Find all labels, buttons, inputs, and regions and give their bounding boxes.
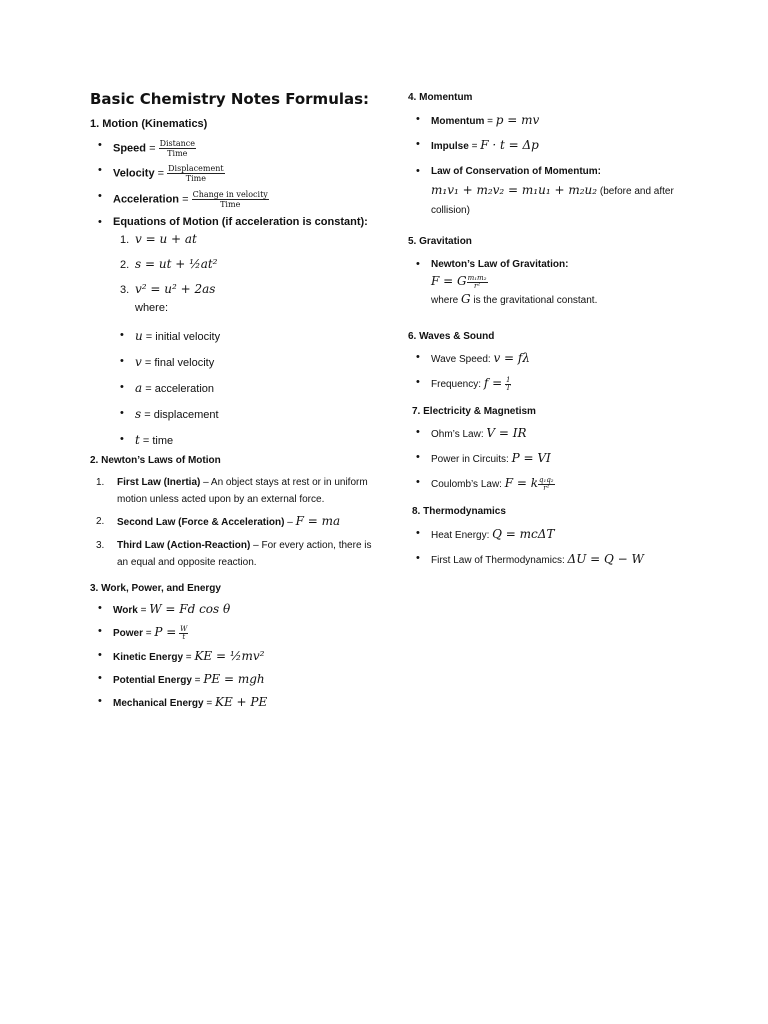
speed-fraction (159, 139, 196, 158)
power-label: Power (113, 628, 144, 639)
conservation-item (408, 162, 708, 220)
equation-2: 2. s = ut + ½at² (120, 257, 218, 271)
first-law-item (408, 552, 708, 577)
newton-law-1-name: First Law (Inertia) (117, 477, 201, 488)
acceleration-numerator: Change in velocity (192, 190, 268, 199)
equation-2-formula: s = ut + ½at² (135, 257, 218, 271)
newton-law-3-body (117, 537, 380, 571)
section-heading-electricity: 7. Electricity & Magnetism (412, 406, 536, 417)
velocity-label: Velocity (113, 167, 155, 180)
frequency-label: Frequency: (431, 379, 482, 390)
speed-numerator: Distance (159, 139, 195, 148)
ohm-item (408, 426, 708, 451)
def-a (112, 381, 380, 407)
newton-law-2-formula: F = ma (295, 514, 341, 528)
section-heading-work-energy: 3. Work, Power, and Energy (90, 583, 221, 594)
ohm-label: Ohm’s Law: (431, 429, 484, 440)
frequency-numerator: 1 (506, 375, 511, 384)
frequency-denominator: T (505, 383, 511, 392)
newton-law-2-name: Second Law (Force & Acceleration) (117, 517, 285, 528)
acceleration-fraction (192, 190, 269, 209)
momentum-item: • Momentum = p = mv (408, 113, 708, 138)
section-heading-thermo: 8. Thermodynamics (412, 506, 506, 517)
section-heading-waves: 6. Waves & Sound (408, 331, 495, 342)
work-label: Work (113, 605, 138, 616)
section-heading-newton: 2. Newton’s Laws of Motion (90, 455, 221, 466)
def-s-text: = displacement (144, 409, 219, 421)
potential-label: Potential Energy (113, 675, 192, 686)
equations-list (90, 232, 380, 302)
acceleration-denominator: Time (220, 200, 241, 209)
newton-law-3-name: Third Law (Action-Reaction) (117, 540, 251, 551)
newton-law-2-number: 2. (96, 516, 105, 527)
potential-formula: PE = mgh (203, 672, 265, 686)
newton-law-1-body (117, 474, 380, 508)
newton-law-3 (90, 537, 380, 571)
impulse-formula: F · t = Δp (480, 138, 539, 152)
gravitation-fraction (467, 275, 488, 290)
newton-law-1 (90, 474, 380, 508)
acceleration-label: Acceleration (113, 193, 180, 206)
ohm-formula: V = IR (486, 426, 527, 440)
def-a-symbol: a (135, 381, 143, 395)
def-t-text: = time (142, 435, 174, 447)
def-u-text: = initial velocity (145, 331, 221, 343)
def-s (112, 407, 380, 433)
def-s-symbol: s (135, 407, 142, 421)
motion-list (90, 139, 380, 228)
def-v-symbol: v (135, 355, 142, 369)
def-v (112, 355, 380, 381)
section-heading-momentum: 4. Momentum (408, 92, 473, 103)
newton-laws-list (90, 474, 380, 571)
power-item: • Power = P = $\frac{W}{t}$ (90, 625, 380, 649)
frequency-lhs: f = (483, 376, 503, 390)
coulomb-denominator: r² (543, 483, 550, 492)
def-v-text: = final velocity (144, 357, 215, 369)
newton-law-2-body (117, 513, 340, 531)
coulomb-fraction (538, 477, 555, 492)
speed-label: Speed (113, 142, 147, 155)
gravitation-list (408, 256, 708, 309)
circuit-power-item (408, 451, 708, 476)
kinetic-label: Kinetic Energy (113, 652, 184, 663)
impulse-item: • Impulse = F · t = Δp (408, 138, 708, 162)
circuit-power-label: Power in Circuits: (431, 454, 509, 465)
frequency-item (408, 376, 708, 402)
electricity-list (408, 426, 708, 502)
conservation-label: Law of Conservation of Momentum: (431, 166, 601, 177)
velocity-item: • Velocity = $\frac{\text{Displacement}}{\text{Time}}$ (90, 164, 380, 190)
velocity-numerator: Displacement (168, 164, 224, 173)
equations-item (90, 216, 380, 228)
equation-1-formula: v = u + at (135, 232, 197, 246)
work-item: • Work = W = Fd cos θ (90, 602, 380, 625)
equation-3: 3. v² = u² + 2as (120, 282, 216, 296)
mechanical-formula: KE + PE (215, 695, 268, 709)
gravitation-where-pre: where (431, 295, 462, 306)
def-t-symbol: t (135, 433, 140, 447)
wave-speed-label: Wave Speed: (431, 354, 491, 365)
momentum-label: Momentum (431, 116, 485, 127)
where-label: where: (135, 302, 169, 314)
def-a-text: = acceleration (145, 383, 215, 395)
work-energy-list (90, 602, 380, 718)
wave-speed-item (408, 351, 708, 376)
speed-item: • Speed = $\frac{\text{Distance}}{\text{Time}}$ (90, 139, 380, 164)
wave-speed-formula: v = fλ (493, 351, 530, 365)
section-heading-motion: 1. Motion (Kinematics) (90, 118, 208, 130)
conservation-formula: m₁v₁ + m₂v₂ = m₁u₁ + m₂u₂ (431, 183, 598, 197)
coulomb-numerator: q₁q₂ (539, 475, 554, 484)
power-lhs: P = (154, 625, 177, 639)
coulomb-lhs: F = k (504, 476, 539, 490)
newton-law-3-number: 3. (96, 540, 105, 551)
gravitation-numerator: m₁m₂ (467, 273, 487, 282)
first-law-formula: ΔU = Q − W (567, 552, 644, 566)
def-u-symbol: u (135, 329, 143, 343)
gravitation-label: Newton’s Law of Gravitation: (431, 259, 569, 270)
thermo-list (408, 527, 708, 577)
newton-law-1-number: 1. (96, 477, 105, 488)
gravitation-where-symbol: G (461, 292, 471, 306)
work-formula: W = Fd cos θ (149, 602, 231, 616)
gravitation-denominator: r² (473, 281, 481, 290)
acceleration-item: • Acceleration = $\frac{\text{Change in velocity}}{\text{Time}}$ (90, 190, 380, 216)
kinetic-item: • Kinetic Energy = KE = ½mv² (90, 649, 380, 672)
heat-item (408, 527, 708, 552)
page-title: Basic Chemistry Notes Formulas: (90, 90, 370, 108)
potential-item: • Potential Energy = PE = mgh (90, 672, 380, 695)
equation-1: 1. v = u + at (120, 232, 197, 246)
newton-law-2 (90, 513, 380, 531)
power-denominator: t (182, 632, 186, 641)
newton-law-1-text: – An object stays at rest or in uniform motion unless acted upon by an external force. (117, 477, 368, 505)
gravitation-where-post: is the gravitational constant. (470, 295, 598, 306)
def-t (112, 433, 380, 455)
circuit-power-formula: P = VI (511, 451, 551, 465)
power-numerator: W (180, 624, 188, 633)
power-fraction (179, 626, 188, 641)
definitions-list (90, 329, 380, 455)
newton-law-3-text: – For every action, there is an equal and opposite reaction. (117, 540, 372, 568)
gravitation-where (431, 292, 598, 306)
speed-denominator: Time (167, 149, 188, 158)
impulse-label: Impulse (431, 141, 469, 152)
def-u (112, 329, 380, 355)
heat-label: Heat Energy: (431, 530, 490, 541)
frequency-fraction (505, 377, 512, 392)
gravitation-lhs: F = G (431, 274, 467, 288)
momentum-list (408, 113, 708, 220)
velocity-fraction (167, 164, 224, 183)
velocity-denominator: Time (185, 174, 206, 183)
conservation-note: (before and after collision) (431, 186, 674, 216)
equations-label: Equations of Motion (if acceleration is constant): (113, 216, 368, 228)
kinetic-formula: KE = ½mv² (194, 649, 265, 663)
newton-law-2-text: – (284, 517, 296, 528)
section-heading-gravitation: 5. Gravitation (408, 236, 472, 247)
waves-list (408, 351, 708, 402)
coulomb-label: Coulomb’s Law: (431, 479, 502, 490)
momentum-formula: p = mv (495, 113, 540, 127)
heat-formula: Q = mcΔT (492, 527, 555, 541)
gravitation-item (408, 256, 708, 309)
coulomb-item (408, 476, 708, 502)
mechanical-item: • Mechanical Energy = KE + PE (90, 695, 380, 718)
left-column (90, 90, 380, 718)
mechanical-label: Mechanical Energy (113, 698, 204, 709)
first-law-label: First Law of Thermodynamics: (431, 555, 565, 566)
right-column (408, 92, 708, 577)
equation-3-formula: v² = u² + 2as (135, 282, 216, 296)
